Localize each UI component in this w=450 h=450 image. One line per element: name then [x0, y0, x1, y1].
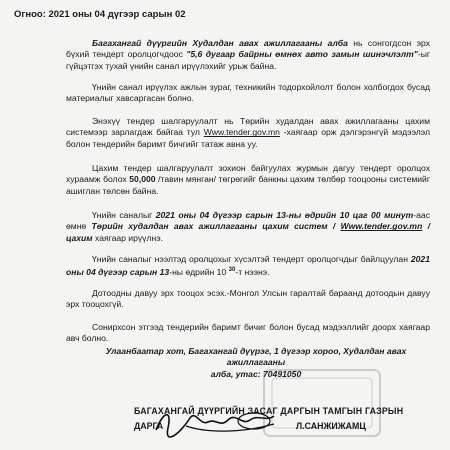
deadline: 2021 оны 04 дүгээр сарын 13-ны өдрийн 10 цаг 00 минут	[155, 210, 414, 220]
paragraph-opening: Үнийн саналыг нээлтэд оролцохыг хүсэлтэй тендерт оролцогчдыг байлцуулан 2021 оны 04 дүгээр сарын 13-ны өдрийн 10 $^{30}$-т нээнэ.	[66, 254, 430, 278]
paragraph-contact: Сонирхсон этгээд тендерийн баримт бичиг болон бусад мэдээллийг доорх хаягаар авч болно.	[66, 322, 430, 344]
signatory-organization: БАГАХАНГАЙ ДҮҮРГИЙН ЗАСАГ ДАРГЫН ТАМГЫН ГАЗРЫН	[134, 406, 404, 416]
paragraph-preference: Дотоодны давуу эрх тооцох эсэх.-Монгол Улсын гаралтай бараанд дотоодын давуу эрх тооцохгүй.	[66, 288, 430, 310]
fee-amount: 50,000	[129, 174, 156, 185]
signatory-name: Л.САНЖИЖАМЦ	[296, 421, 366, 431]
address-block: Улаанбаатар хот, Багахангай дүүрэг, 1 дүгээр хороо, Худалдан авах ажиллагааны алба, утас: 70491050	[105, 346, 407, 379]
paragraph-invitation: Багахангай дүүргийн Худалдан авах ажиллагааны алба нь сонгогдсон эрх бүхий тендерт оролцогчдоос "5,6 дугаар байрны өмнөх авто замын шинэчлэлт"-ыг гүйцэтгэх тухай үнийн санал ирүүлэхийг урьж байна.	[66, 38, 431, 71]
project-title: "5,6 дугаар байрны өмнөх авто замын шинэчлэлт"	[186, 49, 418, 60]
signature-icon	[150, 404, 280, 438]
opening-date: 2021 оны 04 дүгээр сарын 13	[66, 254, 430, 278]
paragraph-fee: Цахим тендер шалгаруулалт зохион байгуулах журмын дагуу тендерт оролцох хураамж болох 50,000 /тавин мянган/ төгрөгийг банкны цахим төлбөр тооцооны системийг ашиглан төлсөн байна.	[66, 163, 430, 196]
organization-name: Багахангай дүүргийн Худалдан авах ажиллагааны алба	[92, 38, 348, 48]
paragraph-attachments: Үнийн санал ирүүлэх ажлын зураг, техникийн тодорхойлолт болон холбогдох бусад материалыг хавсаргасан болно.	[66, 82, 430, 104]
date-line: Огноо: 2021 оны 04 дүгээр сарын 02	[14, 9, 186, 20]
signatory-role: ДАРГА	[134, 421, 164, 431]
tender-link[interactable]: Www.tender.gov.mn	[203, 127, 280, 138]
paragraph-deadline: Үнийн саналыг 2021 оны 04 дүгээр сарын 13-ны өдрийн 10 цаг 00 минут-аас өмнө Төрийн худалдан авах ажиллагааны цахим систем / Www.tender.gov.mn / цахим хаягаар ирүүлнэ.	[66, 210, 430, 243]
tender-link[interactable]: Www.tender.gov.mn	[340, 221, 423, 232]
paragraph-tender-system: Энэхүү тендер шалгаруулалт нь Төрийн худалдан авах ажиллагааны цахим системээр зарлагдаж байгаа тул Www.tender.gov.mn -хаягаар орж дэлгэрэнгүй мэдээлэл болон тендерийн баримт бичгийг татаж авна уу.	[66, 116, 430, 149]
